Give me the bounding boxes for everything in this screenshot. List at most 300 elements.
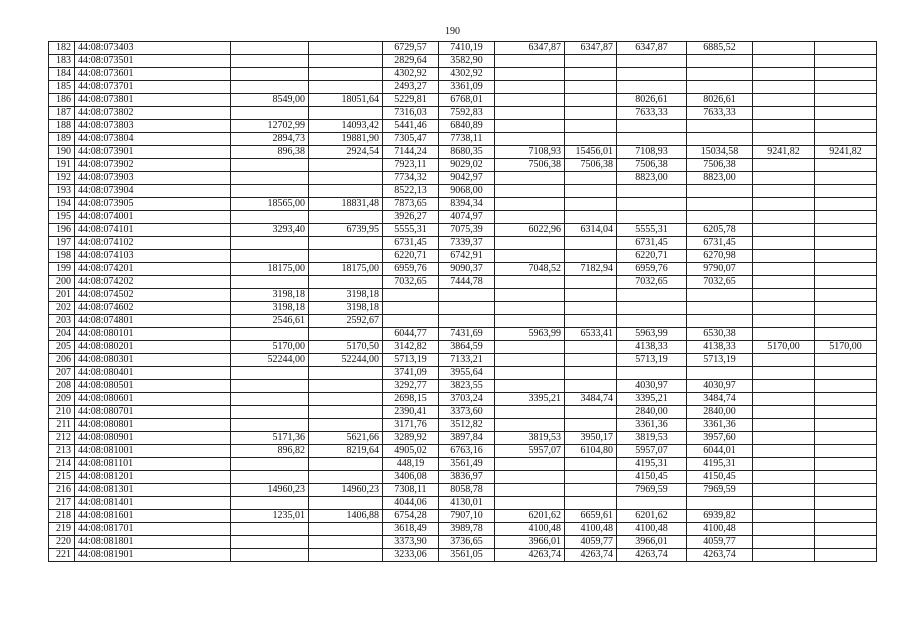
cadastral-code-cell: 44:08:081701	[75, 523, 231, 536]
value-cell	[309, 549, 383, 562]
cadastral-code-cell: 44:08:080801	[75, 419, 231, 432]
value-cell: 15034,58	[687, 146, 753, 159]
table-row	[49, 68, 877, 81]
value-cell: 3512,82	[439, 419, 495, 432]
value-cell	[753, 159, 815, 172]
value-cell	[815, 458, 877, 471]
value-cell: 3736,65	[439, 536, 495, 549]
row-index-cell: 193	[49, 185, 75, 198]
cadastral-code-cell: 44:08:074102	[75, 237, 231, 250]
value-cell: 3484,74	[565, 393, 617, 406]
value-cell: 7738,11	[439, 133, 495, 146]
value-cell	[231, 42, 309, 55]
value-cell	[495, 55, 565, 68]
cadastral-code-cell: 44:08:073803	[75, 120, 231, 133]
value-cell: 12702,99	[231, 120, 309, 133]
value-cell: 4100,48	[617, 523, 687, 536]
value-cell	[815, 159, 877, 172]
table-row	[49, 328, 877, 341]
value-cell: 6530,38	[687, 328, 753, 341]
value-cell: 3836,97	[439, 471, 495, 484]
value-cell	[565, 458, 617, 471]
value-cell: 7032,65	[383, 276, 439, 289]
value-cell	[495, 172, 565, 185]
value-cell	[753, 185, 815, 198]
value-cell: 3142,82	[383, 341, 439, 354]
value-cell: 7923,11	[383, 159, 439, 172]
value-cell: 18175,00	[309, 263, 383, 276]
row-index-cell: 207	[49, 367, 75, 380]
value-cell: 8549,00	[231, 94, 309, 107]
cadastral-code-cell: 44:08:081101	[75, 458, 231, 471]
row-index-cell: 219	[49, 523, 75, 536]
value-cell: 5555,31	[383, 224, 439, 237]
value-cell	[617, 133, 687, 146]
value-cell: 1235,01	[231, 510, 309, 523]
cadastral-code-cell: 44:08:074103	[75, 250, 231, 263]
cadastral-code-cell: 44:08:081801	[75, 536, 231, 549]
row-index-cell: 191	[49, 159, 75, 172]
value-cell: 7592,83	[439, 107, 495, 120]
value-cell: 3966,01	[617, 536, 687, 549]
value-cell	[439, 289, 495, 302]
row-index-cell: 188	[49, 120, 75, 133]
value-cell	[617, 497, 687, 510]
value-cell	[495, 380, 565, 393]
row-index-cell: 216	[49, 484, 75, 497]
value-cell: 6763,16	[439, 445, 495, 458]
value-cell: 3950,17	[565, 432, 617, 445]
value-cell: 5963,99	[617, 328, 687, 341]
value-cell: 7633,33	[617, 107, 687, 120]
value-cell	[495, 185, 565, 198]
value-cell	[495, 419, 565, 432]
value-cell: 7339,37	[439, 237, 495, 250]
value-cell: 7108,93	[617, 146, 687, 159]
value-cell	[309, 419, 383, 432]
value-cell: 4195,31	[687, 458, 753, 471]
row-index-cell: 208	[49, 380, 75, 393]
value-cell	[231, 328, 309, 341]
value-cell	[383, 289, 439, 302]
value-cell: 9068,00	[439, 185, 495, 198]
value-cell	[495, 198, 565, 211]
value-cell	[815, 302, 877, 315]
value-cell: 7108,93	[495, 146, 565, 159]
table-row	[49, 523, 877, 536]
value-cell: 3198,18	[309, 302, 383, 315]
table-row	[49, 315, 877, 328]
value-cell	[231, 523, 309, 536]
value-cell	[231, 393, 309, 406]
value-cell	[753, 497, 815, 510]
value-cell	[231, 458, 309, 471]
cadastral-code-cell: 44:08:080701	[75, 406, 231, 419]
value-cell	[309, 393, 383, 406]
value-cell	[687, 289, 753, 302]
value-cell: 4130,01	[439, 497, 495, 510]
cadastral-code-cell: 44:08:073902	[75, 159, 231, 172]
value-cell	[565, 250, 617, 263]
value-cell: 7506,38	[617, 159, 687, 172]
row-index-cell: 210	[49, 406, 75, 419]
value-cell	[383, 315, 439, 328]
value-cell: 4150,45	[687, 471, 753, 484]
value-cell: 9241,82	[815, 146, 877, 159]
value-cell: 15456,01	[565, 146, 617, 159]
page-number: 190	[445, 26, 460, 37]
value-cell: 5441,46	[383, 120, 439, 133]
row-index-cell: 198	[49, 250, 75, 263]
value-cell: 5713,19	[383, 354, 439, 367]
value-cell	[753, 42, 815, 55]
table-row	[49, 55, 877, 68]
table-row	[49, 341, 877, 354]
value-cell: 4100,48	[565, 523, 617, 536]
value-cell	[687, 68, 753, 81]
value-cell: 5170,50	[309, 341, 383, 354]
value-cell: 9790,07	[687, 263, 753, 276]
value-cell	[753, 107, 815, 120]
value-cell	[687, 81, 753, 94]
value-cell: 3395,21	[495, 393, 565, 406]
table-row	[49, 263, 877, 276]
value-cell	[231, 185, 309, 198]
value-cell	[565, 289, 617, 302]
value-cell: 7410,19	[439, 42, 495, 55]
cadastral-code-cell: 44:08:080201	[75, 341, 231, 354]
table-row	[49, 42, 877, 55]
value-cell	[565, 198, 617, 211]
value-cell: 5555,31	[617, 224, 687, 237]
value-cell	[753, 120, 815, 133]
cadastral-code-cell: 44:08:074801	[75, 315, 231, 328]
value-cell: 5963,99	[495, 328, 565, 341]
value-cell	[753, 276, 815, 289]
value-cell	[687, 120, 753, 133]
value-cell	[309, 406, 383, 419]
value-cell: 4059,77	[687, 536, 753, 549]
value-cell	[231, 159, 309, 172]
value-cell: 3292,77	[383, 380, 439, 393]
value-cell: 7133,21	[439, 354, 495, 367]
value-cell: 6959,76	[617, 263, 687, 276]
value-cell	[753, 432, 815, 445]
value-cell	[495, 367, 565, 380]
value-cell: 1406,88	[309, 510, 383, 523]
cadastral-code-cell: 44:08:080501	[75, 380, 231, 393]
value-cell	[815, 393, 877, 406]
value-cell: 3955,64	[439, 367, 495, 380]
value-cell	[495, 237, 565, 250]
value-cell	[565, 367, 617, 380]
value-cell	[565, 406, 617, 419]
value-cell: 3966,01	[495, 536, 565, 549]
value-cell	[231, 536, 309, 549]
row-index-cell: 190	[49, 146, 75, 159]
value-cell: 6104,80	[565, 445, 617, 458]
value-cell	[753, 263, 815, 276]
table-row	[49, 120, 877, 133]
value-cell	[495, 133, 565, 146]
value-cell: 7506,38	[565, 159, 617, 172]
value-cell	[309, 185, 383, 198]
data-table	[48, 41, 877, 562]
table-row	[49, 211, 877, 224]
value-cell	[565, 354, 617, 367]
cadastral-code-cell: 44:08:073904	[75, 185, 231, 198]
value-cell	[815, 497, 877, 510]
value-cell: 3819,53	[495, 432, 565, 445]
value-cell	[753, 315, 815, 328]
value-cell	[309, 380, 383, 393]
value-cell	[617, 120, 687, 133]
value-cell	[815, 185, 877, 198]
value-cell	[565, 341, 617, 354]
value-cell: 3373,60	[439, 406, 495, 419]
row-index-cell: 185	[49, 81, 75, 94]
row-index-cell: 202	[49, 302, 75, 315]
value-cell	[565, 276, 617, 289]
value-cell: 8680,35	[439, 146, 495, 159]
value-cell	[815, 432, 877, 445]
value-cell	[687, 133, 753, 146]
value-cell	[495, 107, 565, 120]
value-cell: 2840,00	[687, 406, 753, 419]
value-cell: 7734,32	[383, 172, 439, 185]
value-cell: 4030,97	[617, 380, 687, 393]
table-row	[49, 94, 877, 107]
value-cell: 4263,74	[565, 549, 617, 562]
value-cell	[495, 68, 565, 81]
row-index-cell: 211	[49, 419, 75, 432]
cadastral-code-cell: 44:08:080401	[75, 367, 231, 380]
table-row	[49, 419, 877, 432]
value-cell: 6205,78	[687, 224, 753, 237]
value-cell: 3361,09	[439, 81, 495, 94]
value-cell: 4150,45	[617, 471, 687, 484]
value-cell	[815, 445, 877, 458]
row-index-cell: 212	[49, 432, 75, 445]
value-cell	[753, 224, 815, 237]
table-row	[49, 380, 877, 393]
value-cell: 2493,27	[383, 81, 439, 94]
value-cell	[753, 393, 815, 406]
cadastral-code-cell: 44:08:081601	[75, 510, 231, 523]
cadastral-code-cell: 44:08:081401	[75, 497, 231, 510]
table-row	[49, 354, 877, 367]
value-cell: 3289,92	[383, 432, 439, 445]
value-cell: 3561,49	[439, 458, 495, 471]
value-cell: 7308,11	[383, 484, 439, 497]
value-cell: 7969,59	[687, 484, 753, 497]
value-cell: 6959,76	[383, 263, 439, 276]
value-cell: 5713,19	[687, 354, 753, 367]
value-cell	[753, 133, 815, 146]
value-cell	[753, 380, 815, 393]
cadastral-code-cell: 44:08:080601	[75, 393, 231, 406]
row-index-cell: 204	[49, 328, 75, 341]
value-cell	[815, 419, 877, 432]
value-cell	[439, 315, 495, 328]
row-index-cell: 217	[49, 497, 75, 510]
value-cell	[753, 55, 815, 68]
value-cell	[495, 276, 565, 289]
cadastral-code-cell: 44:08:081001	[75, 445, 231, 458]
value-cell	[231, 68, 309, 81]
value-cell: 3561,05	[439, 549, 495, 562]
value-cell: 9042,97	[439, 172, 495, 185]
value-cell	[815, 406, 877, 419]
value-cell	[617, 289, 687, 302]
value-cell	[753, 419, 815, 432]
value-cell	[231, 497, 309, 510]
value-cell: 3741,09	[383, 367, 439, 380]
value-cell	[565, 172, 617, 185]
value-cell	[617, 315, 687, 328]
value-cell	[815, 237, 877, 250]
value-cell: 3361,36	[687, 419, 753, 432]
value-cell	[753, 172, 815, 185]
value-cell: 2546,61	[231, 315, 309, 328]
cadastral-code-cell: 44:08:073903	[75, 172, 231, 185]
value-cell: 5957,07	[495, 445, 565, 458]
table-row	[49, 484, 877, 497]
value-cell	[815, 107, 877, 120]
row-index-cell: 220	[49, 536, 75, 549]
value-cell: 3957,60	[687, 432, 753, 445]
value-cell	[309, 159, 383, 172]
value-cell	[565, 211, 617, 224]
value-cell	[231, 55, 309, 68]
value-cell	[753, 68, 815, 81]
value-cell: 2390,41	[383, 406, 439, 419]
value-cell: 7075,39	[439, 224, 495, 237]
value-cell	[815, 68, 877, 81]
value-cell: 3484,74	[687, 393, 753, 406]
value-cell	[495, 315, 565, 328]
row-index-cell: 196	[49, 224, 75, 237]
value-cell: 6885,52	[687, 42, 753, 55]
table-row	[49, 497, 877, 510]
value-cell: 6044,01	[687, 445, 753, 458]
value-cell	[753, 458, 815, 471]
value-cell: 4302,92	[439, 68, 495, 81]
value-cell: 448,19	[383, 458, 439, 471]
value-cell	[815, 380, 877, 393]
value-cell: 6768,01	[439, 94, 495, 107]
value-cell: 4100,48	[687, 523, 753, 536]
value-cell: 6270,98	[687, 250, 753, 263]
value-cell: 6220,71	[617, 250, 687, 263]
value-cell: 3703,24	[439, 393, 495, 406]
value-cell: 6731,45	[383, 237, 439, 250]
row-index-cell: 189	[49, 133, 75, 146]
value-cell	[815, 328, 877, 341]
value-cell	[815, 133, 877, 146]
value-cell	[565, 237, 617, 250]
value-cell	[753, 94, 815, 107]
row-index-cell: 197	[49, 237, 75, 250]
row-index-cell: 194	[49, 198, 75, 211]
value-cell: 4263,74	[687, 549, 753, 562]
value-cell: 5713,19	[617, 354, 687, 367]
cadastral-code-cell: 44:08:073501	[75, 55, 231, 68]
value-cell	[495, 471, 565, 484]
value-cell	[565, 380, 617, 393]
value-cell	[309, 107, 383, 120]
value-cell	[753, 211, 815, 224]
cadastral-code-cell: 44:08:074602	[75, 302, 231, 315]
table-row	[49, 406, 877, 419]
table-row	[49, 224, 877, 237]
value-cell	[753, 250, 815, 263]
table-row	[49, 198, 877, 211]
value-cell: 9090,37	[439, 263, 495, 276]
row-index-cell: 215	[49, 471, 75, 484]
table-row	[49, 510, 877, 523]
table-row	[49, 471, 877, 484]
value-cell	[495, 406, 565, 419]
value-cell: 6347,87	[495, 42, 565, 55]
value-cell: 7907,10	[439, 510, 495, 523]
value-cell: 4138,33	[617, 341, 687, 354]
value-cell	[309, 276, 383, 289]
row-index-cell: 184	[49, 68, 75, 81]
value-cell	[565, 315, 617, 328]
value-cell	[231, 471, 309, 484]
value-cell	[815, 289, 877, 302]
value-cell: 4195,31	[617, 458, 687, 471]
value-cell	[495, 289, 565, 302]
value-cell: 2592,67	[309, 315, 383, 328]
value-cell: 6220,71	[383, 250, 439, 263]
value-cell: 7032,65	[617, 276, 687, 289]
value-cell	[753, 523, 815, 536]
value-cell: 3373,90	[383, 536, 439, 549]
value-cell	[815, 55, 877, 68]
table-row	[49, 458, 877, 471]
value-cell	[617, 367, 687, 380]
value-cell	[815, 367, 877, 380]
value-cell	[815, 510, 877, 523]
table-body	[49, 42, 877, 562]
value-cell: 6840,89	[439, 120, 495, 133]
value-cell: 8219,64	[309, 445, 383, 458]
table-row	[49, 549, 877, 562]
value-cell	[565, 68, 617, 81]
value-cell	[439, 302, 495, 315]
table-row	[49, 250, 877, 263]
value-cell	[309, 328, 383, 341]
value-cell: 896,38	[231, 146, 309, 159]
cadastral-code-cell: 44:08:080101	[75, 328, 231, 341]
value-cell	[495, 354, 565, 367]
value-cell: 7144,24	[383, 146, 439, 159]
value-cell	[231, 367, 309, 380]
value-cell	[565, 302, 617, 315]
value-cell: 18051,64	[309, 94, 383, 107]
value-cell	[231, 549, 309, 562]
row-index-cell: 206	[49, 354, 75, 367]
value-cell	[815, 120, 877, 133]
value-cell: 4044,06	[383, 497, 439, 510]
cadastral-code-cell: 44:08:073403	[75, 42, 231, 55]
value-cell	[231, 107, 309, 120]
value-cell: 5957,07	[617, 445, 687, 458]
value-cell: 18175,00	[231, 263, 309, 276]
value-cell: 3823,55	[439, 380, 495, 393]
